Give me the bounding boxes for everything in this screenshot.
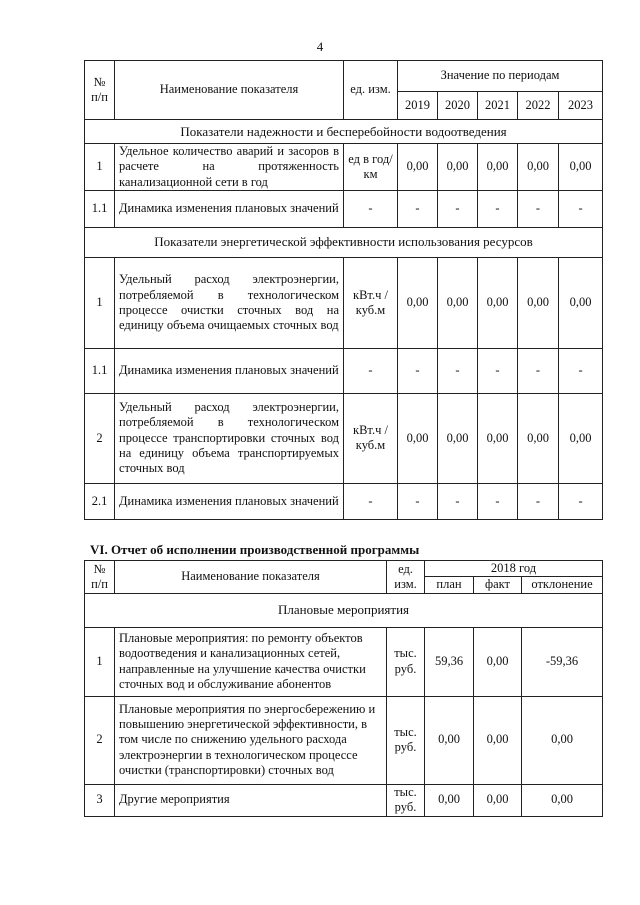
row-num: 1 <box>85 144 115 191</box>
table-row <box>85 348 603 393</box>
row-name: Динамика изменения плановых значений <box>115 190 344 227</box>
row-value: - <box>478 190 518 227</box>
row-name: Динамика изменения плановых значений <box>115 483 344 519</box>
row-deviation: -59,36 <box>522 627 603 696</box>
row-value: - <box>478 483 518 519</box>
row-value: - <box>438 483 478 519</box>
page-number: 4 <box>316 39 324 54</box>
row-fact: 0,00 <box>474 696 522 784</box>
row-num: 3 <box>85 784 115 816</box>
row-value: 0,00 <box>478 393 518 483</box>
header-unit: ед. изм. <box>344 61 398 120</box>
row-value: 0,00 <box>478 144 518 191</box>
program-report-table <box>84 560 603 817</box>
table-row <box>85 696 603 784</box>
row-name: Удельный расход электроэнергии, потребляемой в технологическом процессе очистки сточных вод на единицу объема очищаемых сточных вод <box>115 257 344 348</box>
row-name: Плановые мероприятия: по ремонту объектов водоотведения и канализационных сетей, направленные на улучшение качества очистки сточных вод и обслуживание абонентов <box>115 627 387 696</box>
row-value: 0,00 <box>438 257 478 348</box>
row-num: 2 <box>85 696 115 784</box>
row-value: 0,00 <box>559 257 603 348</box>
row-unit: кВт.ч / куб.м <box>344 257 398 348</box>
row-value: 0,00 <box>398 144 438 191</box>
row-deviation: 0,00 <box>522 784 603 816</box>
header-plan: план <box>425 577 474 593</box>
row-value: - <box>478 348 518 393</box>
row-num: 1 <box>85 627 115 696</box>
row-name: Динамика изменения плановых значений <box>115 348 344 393</box>
header-year: 2023 <box>559 92 603 120</box>
header-name: Наименование показателя <box>115 61 344 120</box>
row-value: 0,00 <box>559 144 603 191</box>
row-num: 2.1 <box>85 483 115 519</box>
row-unit: - <box>344 348 398 393</box>
row-value: 0,00 <box>398 393 438 483</box>
row-unit: - <box>344 190 398 227</box>
row-value: 0,00 <box>398 257 438 348</box>
header-unit: ед. изм. <box>387 561 425 594</box>
header-year: 2018 год <box>425 561 603 577</box>
table-row <box>85 257 603 348</box>
row-name: Плановые мероприятия по энергосбережению и повышению энергетической эффективности, в том числе по снижению удельного расхода электроэнергии в технологическом процессе очистки (транспортировки) сточных вод <box>115 696 387 784</box>
row-value: 0,00 <box>438 393 478 483</box>
indicators-table <box>84 60 603 520</box>
header-periods: Значение по периодам <box>398 61 603 92</box>
header-deviation: отклонение <box>522 577 603 593</box>
header-year: 2021 <box>478 92 518 120</box>
row-value: - <box>398 348 438 393</box>
row-name: Удельное количество аварий и засоров в расчете на протяженность канализационной сети в год <box>115 144 344 191</box>
header-num: № п/п <box>85 561 115 594</box>
section-title: Плановые мероприятия <box>85 593 603 627</box>
row-fact: 0,00 <box>474 784 522 816</box>
row-value: 0,00 <box>478 257 518 348</box>
row-plan: 0,00 <box>425 784 474 816</box>
header-year: 2019 <box>398 92 438 120</box>
section-heading: VI. Отчет об исполнении производственной программы <box>90 542 420 557</box>
row-unit: тыс. руб. <box>387 696 425 784</box>
table-row <box>85 190 603 227</box>
row-value: - <box>518 483 559 519</box>
table-row <box>85 483 603 519</box>
row-value: - <box>438 190 478 227</box>
row-unit: ед в год/ км <box>344 144 398 191</box>
row-num: 1.1 <box>85 190 115 227</box>
row-value: 0,00 <box>518 144 559 191</box>
table-row <box>85 393 603 483</box>
row-unit: кВт.ч / куб.м <box>344 393 398 483</box>
row-unit: тыс. руб. <box>387 784 425 816</box>
section-title: Показатели надежности и бесперебойности водоотведения <box>85 120 603 144</box>
row-value: - <box>518 190 559 227</box>
row-plan: 59,36 <box>425 627 474 696</box>
row-num: 2 <box>85 393 115 483</box>
row-value: - <box>518 348 559 393</box>
row-value: 0,00 <box>559 393 603 483</box>
row-num: 1 <box>85 257 115 348</box>
table-row <box>85 144 603 191</box>
section-title: Показатели энергетической эффективности использования ресурсов <box>85 227 603 257</box>
row-value: - <box>438 348 478 393</box>
row-value: - <box>398 483 438 519</box>
row-num: 1.1 <box>85 348 115 393</box>
row-value: - <box>559 348 603 393</box>
row-value: 0,00 <box>518 257 559 348</box>
row-value: - <box>559 190 603 227</box>
header-year: 2022 <box>518 92 559 120</box>
row-value: - <box>398 190 438 227</box>
row-deviation: 0,00 <box>522 696 603 784</box>
header-year: 2020 <box>438 92 478 120</box>
header-fact: факт <box>474 577 522 593</box>
row-unit: тыс. руб. <box>387 627 425 696</box>
row-value: 0,00 <box>438 144 478 191</box>
row-value: - <box>559 483 603 519</box>
table-row <box>85 627 603 696</box>
table-row <box>85 784 603 816</box>
header-name: Наименование показателя <box>115 561 387 594</box>
row-unit: - <box>344 483 398 519</box>
row-plan: 0,00 <box>425 696 474 784</box>
row-fact: 0,00 <box>474 627 522 696</box>
row-value: 0,00 <box>518 393 559 483</box>
header-num: № п/п <box>85 61 115 120</box>
row-name: Другие мероприятия <box>115 784 387 816</box>
row-name: Удельный расход электроэнергии, потребляемой в технологическом процессе транспортировки сточных вод на единицу объема транспортируемых сточных вод <box>115 393 344 483</box>
